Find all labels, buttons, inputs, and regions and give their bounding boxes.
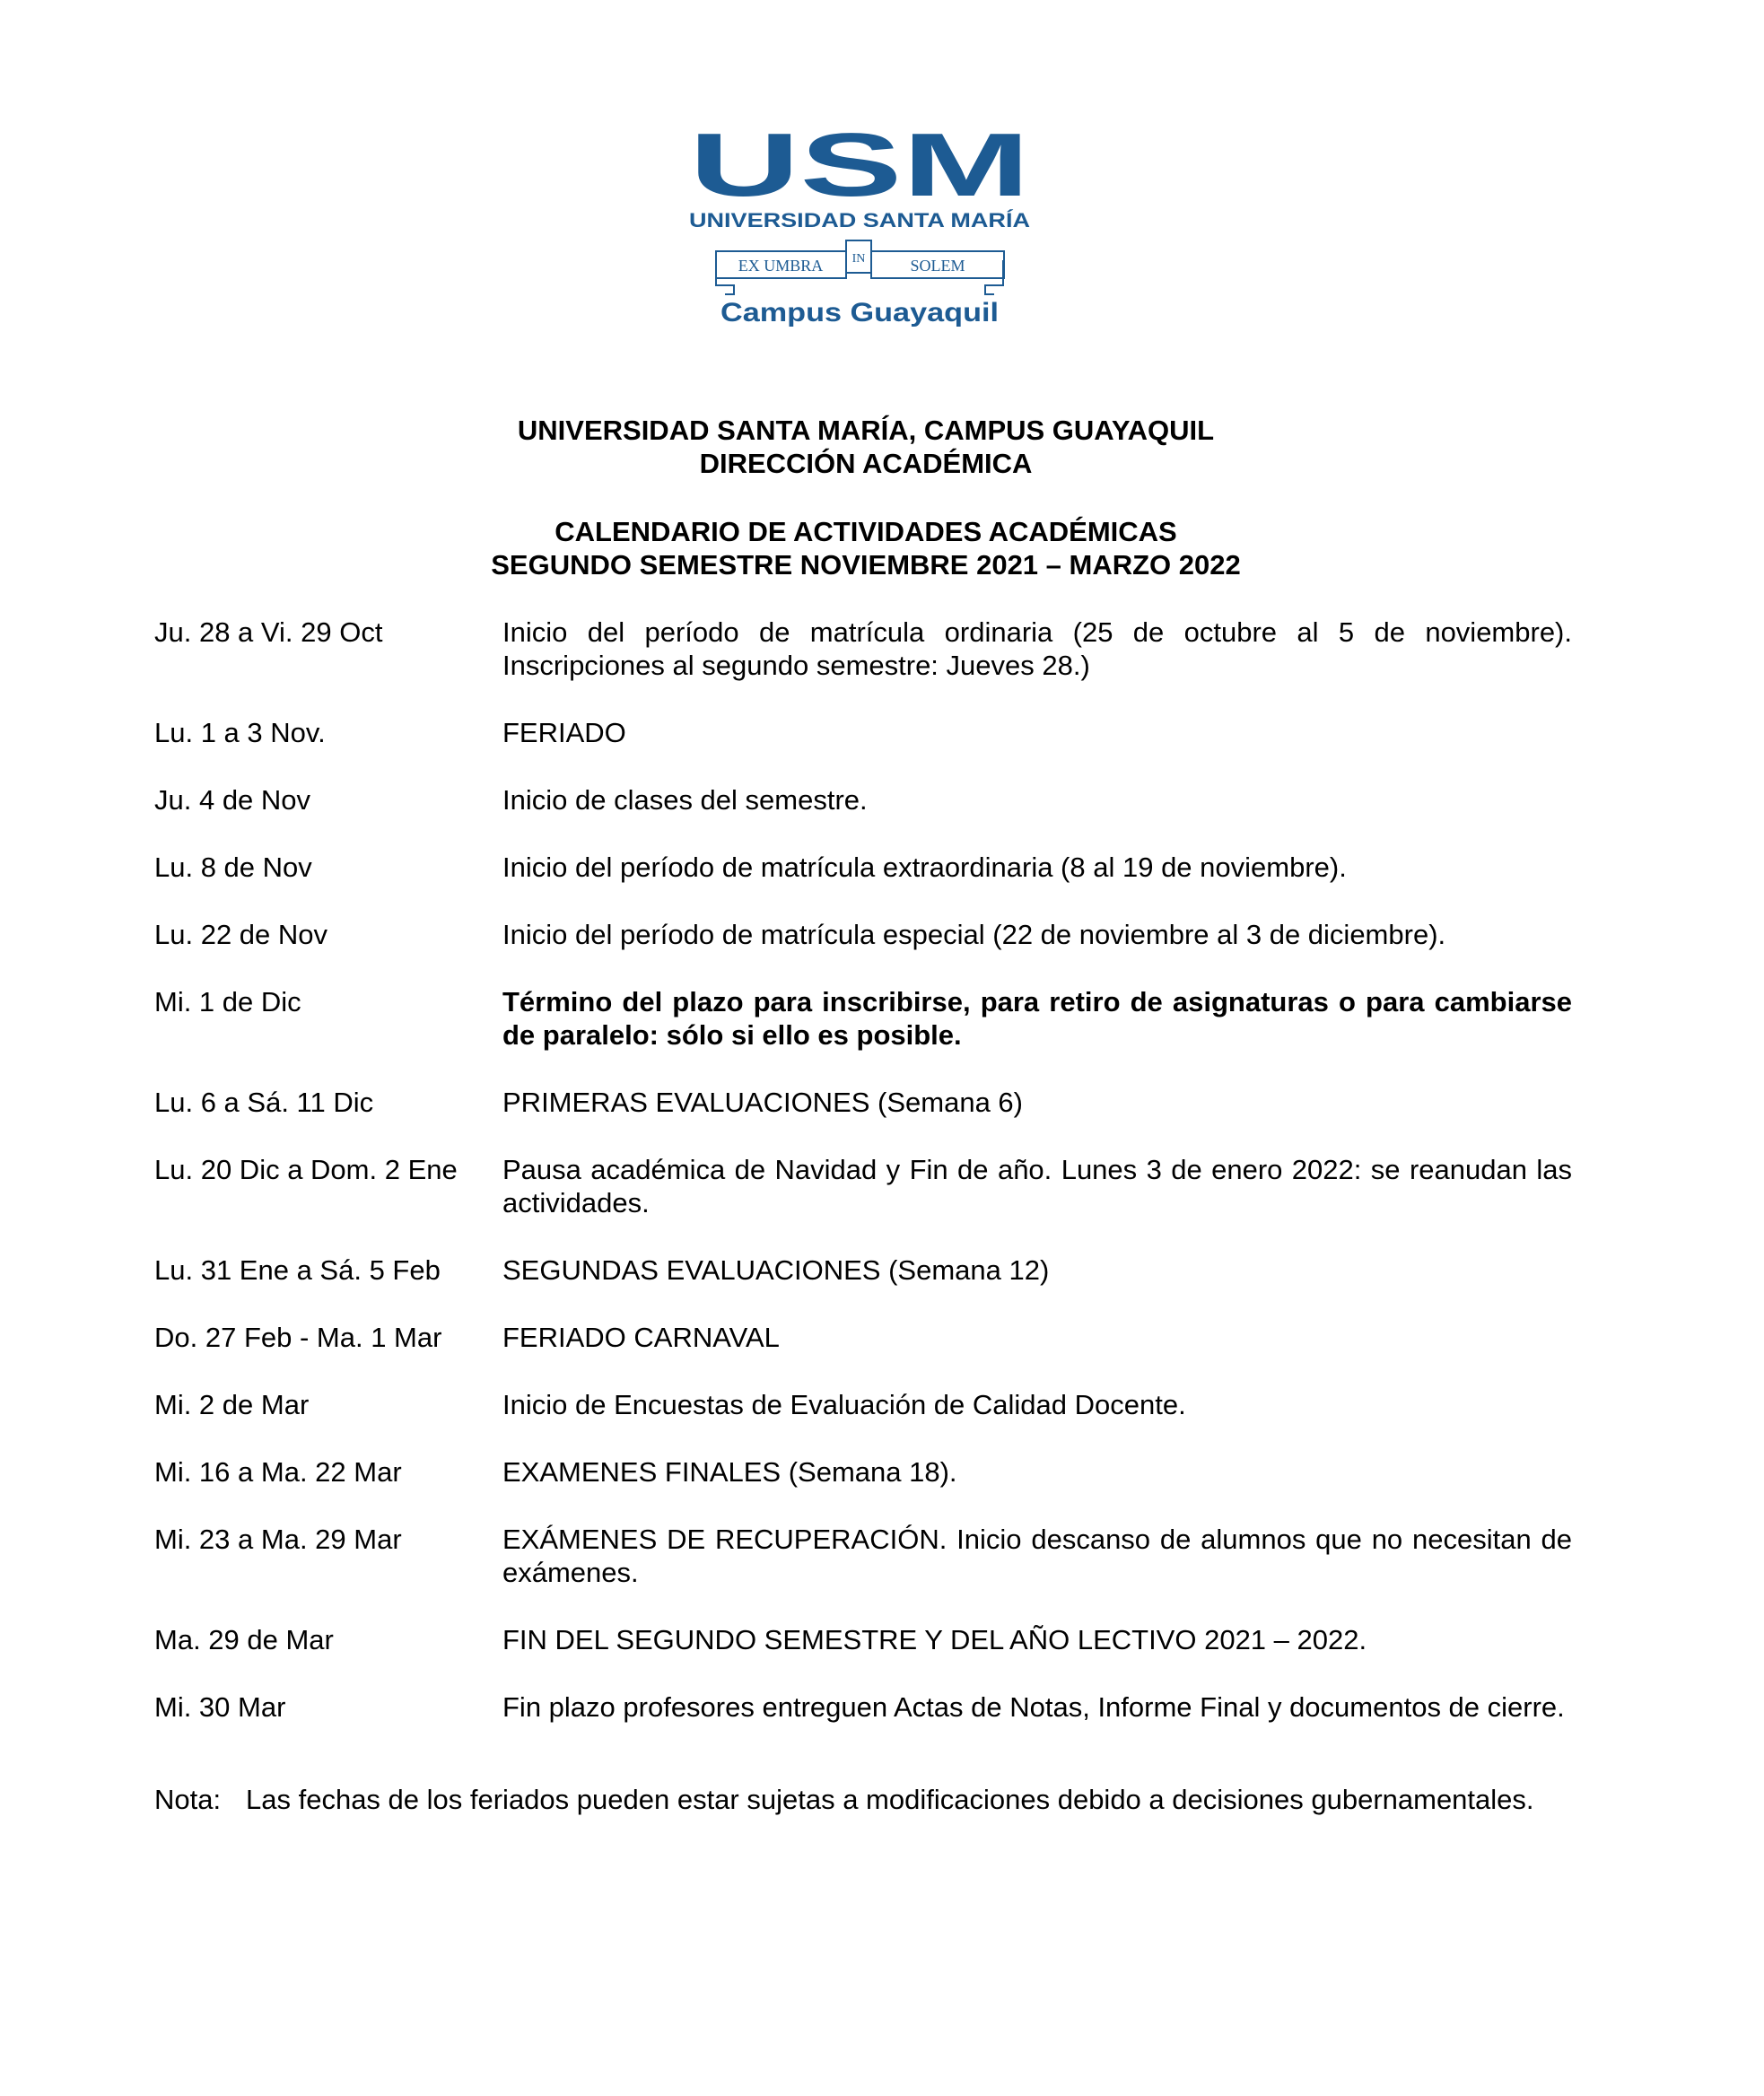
calendar-row xyxy=(154,1455,1572,1489)
event-date: Mi. 1 de Dic xyxy=(154,986,301,1017)
event-date: Mi. 2 de Mar xyxy=(154,1389,310,1420)
event-description: PRIMERAS EVALUACIONES (Semana 6) xyxy=(502,1087,1023,1118)
calendar-row xyxy=(154,1523,1572,1589)
footnote-label: Nota: xyxy=(154,1784,222,1815)
calendar-row xyxy=(154,716,1572,749)
event-description: FIN DEL SEGUNDO SEMESTRE Y DEL AÑO LECTIVO 2021 – 2022. xyxy=(502,1624,1367,1655)
calendar-row xyxy=(154,985,1572,1052)
event-description: SEGUNDAS EVALUACIONES (Semana 12) xyxy=(502,1254,1050,1286)
heading-direction: DIRECCIÓN ACADÉMICA xyxy=(699,448,1033,479)
logo-acronym: USM xyxy=(689,126,1030,215)
calendar-row xyxy=(154,1690,1572,1724)
heading-semester: SEGUNDO SEMESTRE NOVIEMBRE 2021 – MARZO 2022 xyxy=(491,549,1241,581)
calendar-row xyxy=(154,783,1572,817)
event-description: FERIADO CARNAVAL xyxy=(502,1322,780,1353)
event-date: Lu. 1 a 3 Nov. xyxy=(154,717,326,748)
event-date: Mi. 16 a Ma. 22 Mar xyxy=(154,1456,402,1488)
calendar-row xyxy=(154,1321,1572,1354)
event-date: Mi. 23 a Ma. 29 Mar xyxy=(154,1524,402,1555)
event-date: Lu. 6 a Sá. 11 Dic xyxy=(154,1087,374,1118)
heading-university: UNIVERSIDAD SANTA MARÍA, CAMPUS GUAYAQUIL xyxy=(517,415,1215,446)
event-description: Inicio de clases del semestre. xyxy=(502,784,868,816)
logo-campus: Campus Guayaquil xyxy=(720,298,999,328)
event-date: Lu. 20 Dic a Dom. 2 Ene xyxy=(154,1154,458,1185)
logo-motto-left: EX UMBRA xyxy=(738,257,824,275)
calendar-row xyxy=(154,1253,1572,1287)
event-date: Ma. 29 de Mar xyxy=(154,1624,334,1655)
logo-motto-right: SOLEM xyxy=(910,257,965,275)
event-description: Pausa académica de Navidad y Fin de año. Lunes 3 de enero 2022: se reanudan las actividades. xyxy=(502,1154,1572,1218)
event-description: EXÁMENES DE RECUPERACIÓN. Inicio descanso de alumnos que no necesitan de exámenes. xyxy=(502,1524,1572,1588)
event-description: Inicio de Encuestas de Evaluación de Calidad Docente. xyxy=(502,1389,1186,1420)
event-date: Ju. 28 a Vi. 29 Oct xyxy=(154,616,383,648)
event-date: Do. 27 Feb - Ma. 1 Mar xyxy=(154,1322,442,1353)
event-description: Término del plazo para inscribirse, para retiro de asignaturas o para cambiarse de paralelo: sólo si ello es posible. xyxy=(502,986,1572,1051)
footnote xyxy=(154,1783,1572,1816)
event-description: Inicio del período de matrícula ordinaria (25 de octubre al 5 de noviembre). Inscripciones al segundo semestre: Jueves 28.) xyxy=(502,616,1572,681)
calendar-row xyxy=(154,1388,1572,1421)
usm-logo xyxy=(689,126,1030,332)
calendar-row xyxy=(154,1153,1572,1219)
heading-calendar: CALENDARIO DE ACTIVIDADES ACADÉMICAS xyxy=(555,516,1177,547)
event-date: Lu. 31 Ene a Sá. 5 Feb xyxy=(154,1254,441,1286)
calendar-row xyxy=(154,1086,1572,1119)
calendar-row xyxy=(154,918,1572,951)
event-date: Mi. 30 Mar xyxy=(154,1691,286,1723)
logo-university-name: UNIVERSIDAD SANTA MARÍA xyxy=(689,209,1030,231)
event-date: Lu. 8 de Nov xyxy=(154,852,312,883)
event-description: FERIADO xyxy=(502,717,626,748)
event-description: Fin plazo profesores entreguen Actas de Notas, Informe Final y documentos de cierre. xyxy=(502,1691,1565,1723)
calendar-list xyxy=(154,616,1572,1758)
event-description: EXAMENES FINALES (Semana 18). xyxy=(502,1456,957,1488)
footnote-text: Las fechas de los feriados pueden estar sujetas a modificaciones debido a decisiones gubernamentales. xyxy=(246,1784,1534,1815)
event-date: Ju. 4 de Nov xyxy=(154,784,311,816)
event-description: Inicio del período de matrícula extraordinaria (8 al 19 de noviembre). xyxy=(502,852,1347,883)
calendar-row xyxy=(154,616,1572,682)
logo-motto-center: IN xyxy=(851,252,866,266)
event-date: Lu. 22 de Nov xyxy=(154,919,328,950)
calendar-row xyxy=(154,851,1572,884)
event-description: Inicio del período de matrícula especial (22 de noviembre al 3 de diciembre). xyxy=(502,919,1446,950)
calendar-row xyxy=(154,1623,1572,1656)
